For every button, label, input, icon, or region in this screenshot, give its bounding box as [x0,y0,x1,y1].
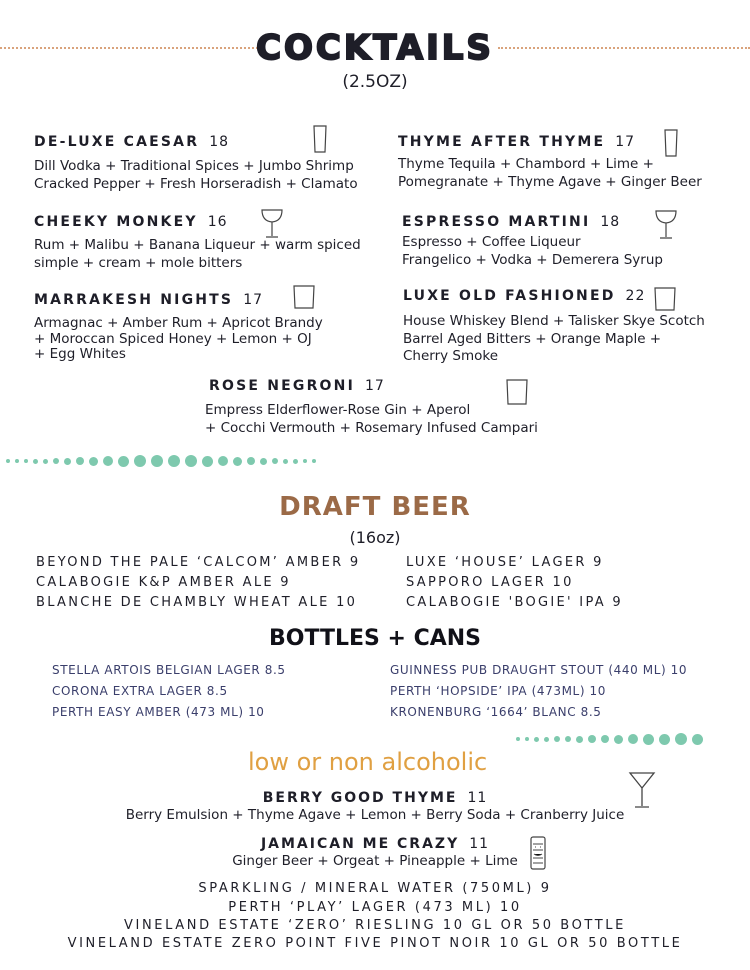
cocktail-item [34,134,358,193]
drink-description: Rum + Malibu + Banana Liqueur + warm spiced simple + cream + mole bitters [34,237,361,271]
draft-item: BLANCHE DE CHAMBLY WHEAT ALE 10 [36,595,358,610]
cocktails-size: (2.5OZ) [342,72,408,92]
drink-name: MARRAKESH NIGHTS [34,292,234,308]
cocktail-item [398,134,702,191]
bottle-item: PERTH ‘HOPSIDE’ IPA (473ML) 10 [390,684,606,698]
drink-description: Dill Vodka + Traditional Spices + Jumbo Shrimp Cracked Pepper + Fresh Horseradish + Clamato [34,158,358,192]
bottle-item: GUINNESS PUB DRAUGHT STOUT (440 ML) 10 [390,663,688,677]
draft-size: (16oz) [349,528,401,547]
na-extra-item: VINELAND ESTATE ‘ZERO’ RIESLING 10 GL OR 50 BOTTLE [124,918,626,933]
dot-divider [6,455,316,467]
drink-name: CHEEKY MONKEY [34,214,198,230]
drink-price: 11 [469,836,490,852]
drink-name: BERRY GOOD THYME [262,790,458,806]
na-extra-item: VINELAND ESTATE ZERO POINT FIVE PINOT NOIR 10 GL OR 50 BOTTLE [67,936,683,951]
cocktail-item [205,378,538,437]
drink-description: Thyme Tequila + Chambord + Lime + Pomegranate + Thyme Agave + Ginger Beer [398,156,702,190]
drink-name: DE-LUXE CAESAR [34,134,200,150]
draft-item: LUXE ‘HOUSE’ LAGER 9 [406,555,604,570]
low-alcohol-title: low or non alcoholic [248,748,488,776]
drink-price: 16 [207,214,228,230]
draft-item: CALABOGIE K&P AMBER ALE 9 [36,575,291,590]
drink-name: ESPRESSO MARTINI [402,214,591,230]
draft-item: BEYOND THE PALE ‘CALCOM’ AMBER 9 [36,555,361,570]
drink-description: Berry Emulsion + Thyme Agave + Lemon + Berry Soda + Cranberry Juice [125,807,625,823]
drink-price: 22 [625,288,646,304]
bottle-item: STELLA ARTOIS BELGIAN LAGER 8.5 [52,663,286,677]
cocktails-title: COCKTAILS [256,28,494,68]
drink-name: JAMAICAN ME CRAZY [260,836,460,852]
rocks-glass-icon [653,286,677,312]
bottle-item: KRONENBURG ‘1664’ BLANC 8.5 [390,705,602,719]
rocks-glass-icon [505,378,529,406]
tiki-mug-icon [528,834,548,872]
draft-item: CALABOGIE 'BOGIE' IPA 9 [406,595,623,610]
highball-glass-icon [663,128,679,158]
drink-description: Ginger Beer + Orgeat + Pineapple + Lime [232,853,518,869]
drink-price: 17 [243,292,264,308]
drink-price: 11 [467,790,488,806]
draft-beer-title: DRAFT BEER [279,492,471,522]
cocktail-item [402,214,663,269]
cocktail-item [34,214,361,272]
coupe-glass-icon [260,207,284,239]
highball-glass-icon [312,124,328,154]
na-extra-item: PERTH ‘PLAY’ LAGER (473 ML) 10 [228,900,522,915]
na-extra-item: SPARKLING / MINERAL WATER (750ML) 9 [198,881,552,896]
drink-description: Empress Elderflower-Rose Gin + Aperol + Cocchi Vermouth + Rosemary Infused Campari [205,402,538,436]
drink-price: 18 [600,214,621,230]
drink-price: 17 [615,134,636,150]
drink-price: 18 [209,134,230,150]
drink-description: House Whiskey Blend + Talisker Skye Scotch Barrel Aged Bitters + Orange Maple + Cherry Smoke [403,313,705,364]
drink-price: 17 [364,378,385,394]
dot-divider [516,733,703,745]
draft-item: SAPPORO LAGER 10 [406,575,574,590]
cocktail-item [34,292,323,363]
rocks-glass-icon [292,284,316,310]
coupe-glass-icon [654,208,678,240]
na-item [0,836,750,869]
bottle-item: PERTH EASY AMBER (473 ML) 10 [52,705,265,719]
drink-description: Armagnac + Amber Rum + Apricot Brandy + Moroccan Spiced Honey + Lemon + OJ + Egg Whites [34,315,323,362]
bottle-item: CORONA EXTRA LAGER 8.5 [52,684,228,698]
drink-name: LUXE OLD FASHIONED [403,288,616,304]
drink-description: Espresso + Coffee Liqueur Frangelico + Vodka + Demerera Syrup [402,234,663,268]
bottles-title: BOTTLES + CANS [268,626,482,651]
drink-name: THYME AFTER THYME [398,134,606,150]
drink-name: ROSE NEGRONI [209,378,355,394]
martini-glass-icon [628,770,656,810]
